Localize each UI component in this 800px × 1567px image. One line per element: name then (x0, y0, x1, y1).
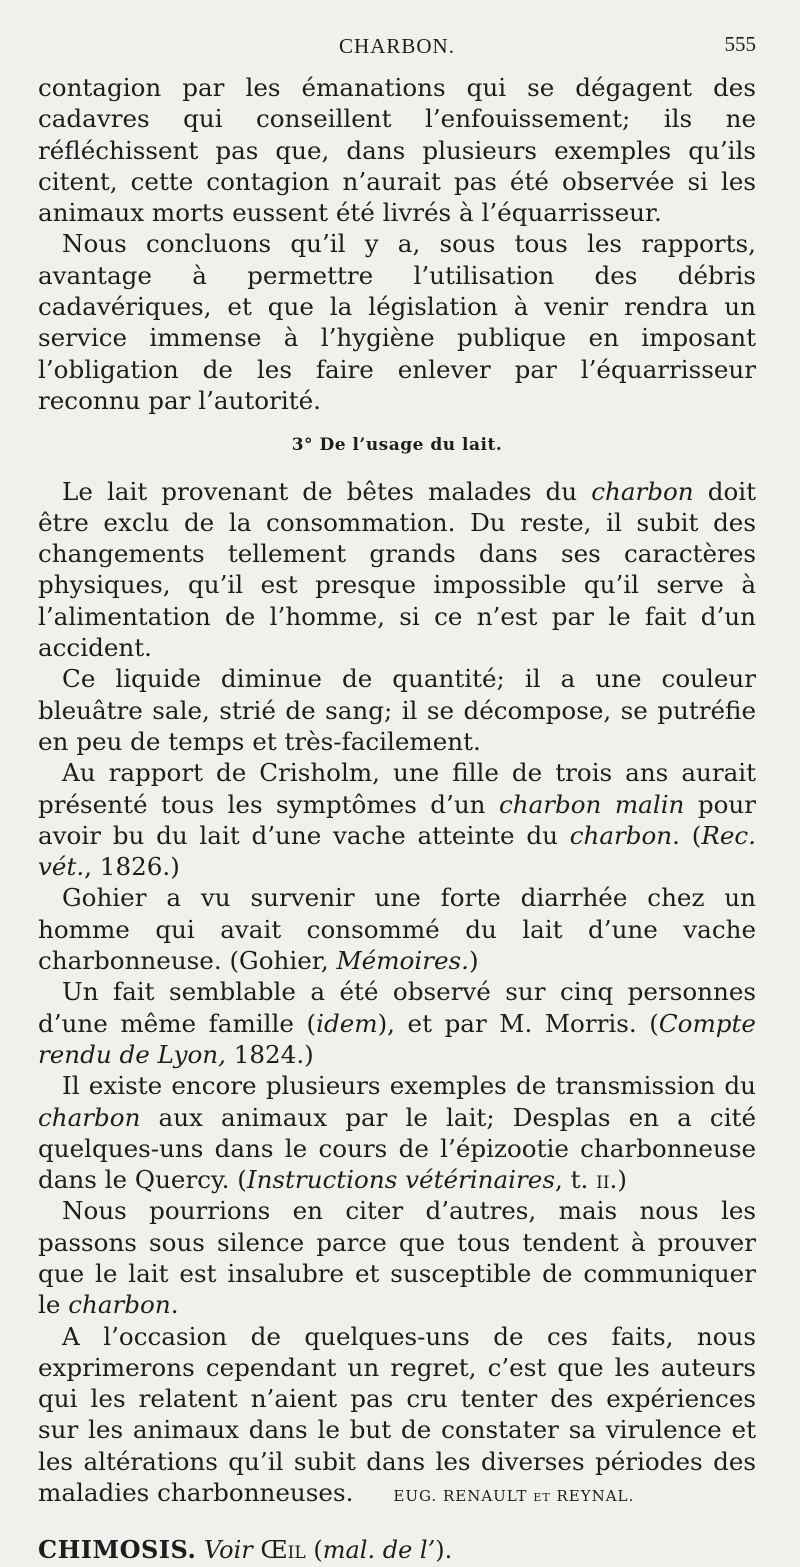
text-run: aux animaux par le lait; Desplas en a cité quelques-uns dans le cours de l’épizootie charbonneuse dans le Quercy. ( (38, 1102, 756, 1195)
text-run: Le lait provenant de bêtes malades du (62, 476, 592, 506)
text-run: Un fait semblable a été observé sur cinq personnes d’une même famille ( (38, 977, 756, 1038)
text-run: , t. (554, 1165, 597, 1195)
italic-run: charbon (591, 476, 694, 506)
italic-run: idem (316, 1008, 378, 1038)
paragraph-1: contagion par les émanations qui se dégagent des cadavres qui conseillent l’enfouissement; ils ne réfléchissent pas que, dans plusieurs exemples qu’ils citent, cette contagion n’aurait pas été observée si les animaux morts eussent été livrés à l’équarrisseur. (38, 73, 756, 228)
paragraph-5 (38, 757, 756, 882)
text-run: pour avoir bu du lait d’une vache atteinte du (38, 789, 757, 850)
italic-run: Rec. vét. (38, 820, 756, 882)
text-run: . (170, 1290, 179, 1320)
text-run: ). (435, 1536, 453, 1565)
xref-term: CHIMOSIS. (38, 1535, 197, 1565)
text-run: ) (468, 946, 479, 976)
body-text (38, 72, 756, 1567)
text-run: ), et par M. Morris. ( (377, 1008, 659, 1038)
text-run: 1824.) (225, 1039, 314, 1069)
italic-run: charbon (38, 1102, 141, 1132)
xref-note: mal. de l’ (322, 1536, 436, 1565)
xref-target: Œil (260, 1536, 306, 1565)
paragraph-4: Ce liquide diminue de quantité; il a une couleur bleuâtre sale, strié de sang; il se décompose, se putréfie en peu de temps et très-facilement. (38, 664, 756, 756)
cross-reference (38, 1534, 756, 1566)
paragraph-10 (38, 1321, 756, 1513)
text-run: Gohier a vu survenir une forte diarrhée chez un homme qui avait consommé du lait d’une vache charbonneuse. (Gohier, (38, 883, 756, 976)
page-header (38, 28, 756, 72)
text-run: doit être exclu de la consommation. Du reste, il subit des changements tellement grands dans ses caractères physiques, qu’il est presque impossible qu’il serve à l’alimentation de l’homme, si ce n’est par le fait d’un accident. (38, 476, 756, 663)
text-run: A l’occasion de quelques-uns de ces faits, nous exprimerons cependant un regret, c’est que les auteurs qui les relatent n’aient pas cru tenter des expériences sur les animaux dans le but de constater sa virulence et les altérations qu’il subit dans les diverses périodes des maladies charbonneuses. (38, 1321, 756, 1508)
text-run: Nous pourrions en citer d’autres, mais nous les passons sous silence parce que tous tendent à prouver que le lait est insalubre et susceptible de communiquer le (38, 1196, 756, 1320)
small-caps-run: ii (596, 1165, 610, 1195)
xref-voir: Voir (204, 1536, 253, 1565)
paragraph-9 (38, 1195, 756, 1320)
text-run: Il existe encore plusieurs exemples de transmission du (62, 1071, 756, 1101)
page-number: 555 (724, 32, 756, 56)
paragraph-6 (38, 882, 756, 976)
text-run: , 1826.) (84, 852, 180, 882)
paragraph-8 (38, 1070, 756, 1195)
text-run: Au rapport de Crisholm, une fille de trois ans aurait présenté tous les symptômes d’un (38, 758, 756, 819)
paragraph-3 (38, 476, 756, 664)
italic-run: Mémoires. (336, 946, 469, 976)
italic-run: Compte rendu de Lyon, (38, 1008, 756, 1069)
author-signature: EUG. RENAULT et REYNAL. (393, 1487, 635, 1506)
text-run: .) (609, 1165, 627, 1195)
text-run: . ( (672, 820, 702, 850)
section-heading: 3° De l’usage du lait. (291, 435, 503, 456)
italic-run: charbon (569, 820, 673, 850)
running-title: CHARBON. (339, 34, 455, 58)
italic-run: charbon (68, 1290, 171, 1320)
paragraph-7 (38, 976, 756, 1070)
paragraph-2: Nous concluons qu’il y a, sous tous les rapports, avantage à permettre l’utilisation des débris cadavériques, et que la législation à venir rendra un service immense à l’hygiène publique en imposant l’obligation de les faire enlever par l’équarrisseur reconnu par l’autorité. (38, 229, 756, 415)
text-run: ( (305, 1536, 323, 1565)
italic-run: charbon malin (498, 789, 685, 819)
italic-run: Instructions vétérinaires (246, 1165, 555, 1195)
